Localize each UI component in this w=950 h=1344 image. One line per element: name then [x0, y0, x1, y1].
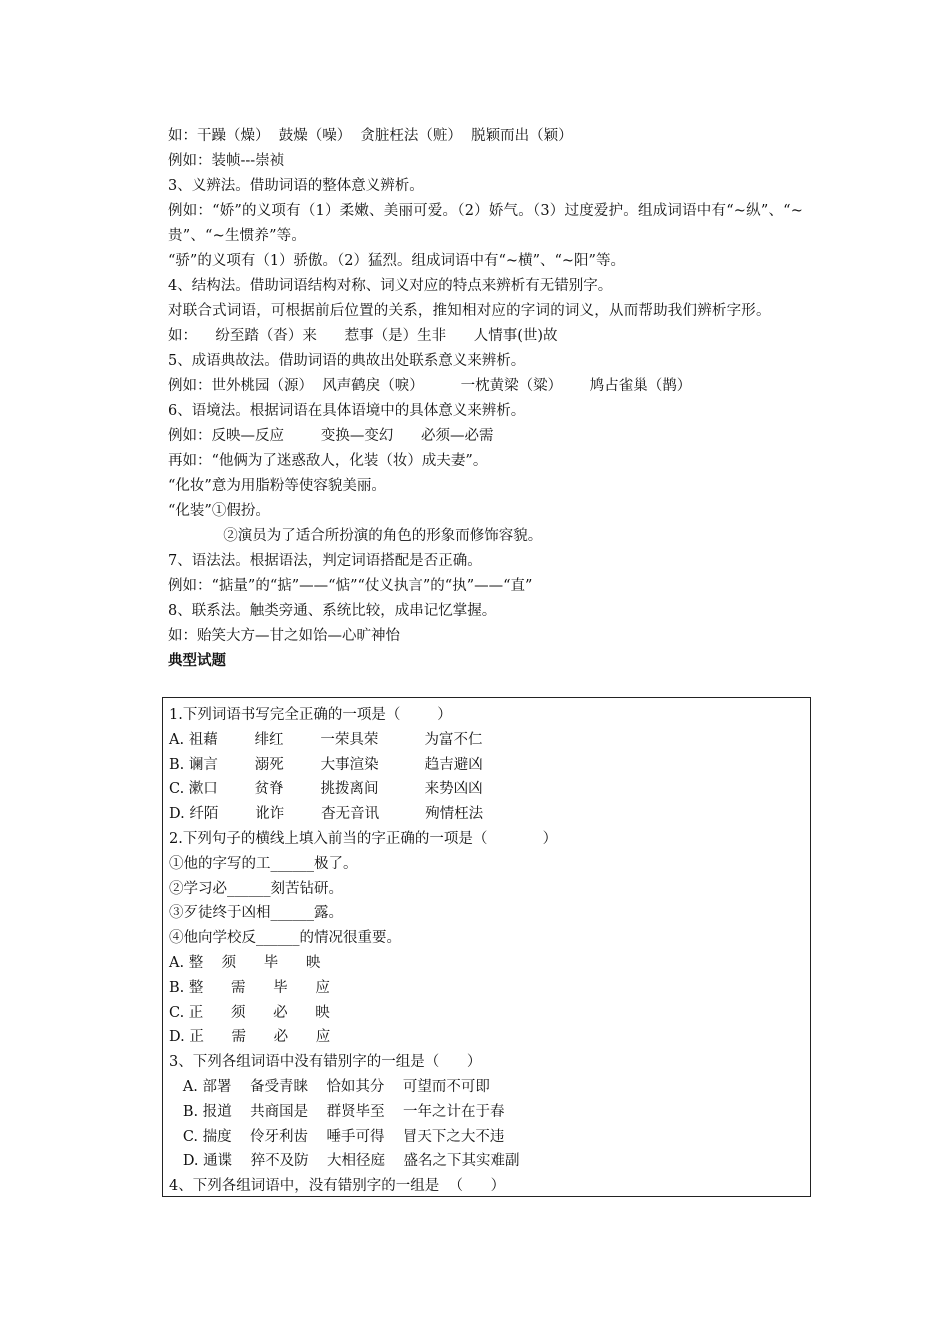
text-line: 例如：“掂量”的“掂”——“惦”“仗义执言”的“执”——“直” [168, 578, 533, 594]
text-line: “骄”的义项有（1）骄傲。（2）猛烈。组成词语中有“~横”、“~阳”等。 [168, 253, 625, 269]
answer-option: D. 通谍 猝不及防 大相径庭 盛名之下其实难副 [169, 1153, 520, 1170]
question-sentence: ①他的字写的工______极了。 [169, 855, 358, 872]
answer-option: A. 部署 备受青睐 恰如其分 可望而不可即 [169, 1078, 490, 1095]
text-line: “化装”①假扮。 [168, 503, 270, 519]
answer-option: B. 报道 共商国是 群贤毕至 一年之计在于春 [169, 1103, 505, 1120]
text-line: “化妆”意为用脂粉等使容貌美丽。 [168, 478, 386, 494]
answer-option: C. 正 须 必 映 [169, 1004, 330, 1021]
methods-section [168, 124, 818, 674]
text-line: 3、义辨法。借助词语的整体意义辨析。 [168, 178, 424, 194]
answer-option: D. 纤陌 讹诈 杳无音讯 殉情枉法 [169, 806, 484, 823]
question-sentence: ③歹徒终于凶相______露。 [169, 905, 343, 922]
text-line: 5、成语典故法。借助词语的典故出处联系意义来辨析。 [168, 353, 526, 369]
question-sentence: ②学习必______刻苦钻研。 [169, 880, 343, 897]
text-line: 7、语法法。根据语法，判定词语搭配是否正确。 [168, 553, 482, 569]
text-line: 再如：“他俩为了迷惑敌人，化装（妆）成夫妻”。 [168, 453, 488, 469]
text-line: 如：干躁（燥） 鼓燥（噪） 贪脏枉法（赃） 脱颖而出（颖） [168, 128, 573, 144]
question-stem: 4、下列各组词语中，没有错别字的一组是 （ ） [169, 1178, 506, 1195]
answer-option: A. 整 须 毕 映 [169, 954, 321, 971]
text-line: 例如：世外桃园（源） 风声鹤戾（唳） 一枕黄梁（粱） 鸠占雀巢（鹊） [168, 378, 692, 394]
text-line: 对联合式词语，可根据前后位置的关系，推知相对应的字词的词义，从而帮助我们辨析字形。 [168, 303, 771, 319]
questions-box [162, 697, 811, 1197]
text-line: 例如：“娇”的义项有（1）柔嫩、美丽可爱。（2）娇气。（3）过度爱护。组成词语中有“~纵”、“~贵”、“~生惯养”等。 [168, 203, 804, 244]
text-line: 如：贻笑大方—甘之如饴—心旷神怡 [168, 628, 400, 644]
answer-option: B. 谰言 溺死 大事渲染 趋吉避凶 [169, 756, 483, 773]
answer-option: D. 正 需 必 应 [169, 1029, 331, 1046]
text-line: 4、结构法。借助词语结构对称、词义对应的特点来辨析有无错别字。 [168, 278, 613, 294]
answer-option: B. 整 需 毕 应 [169, 979, 330, 996]
text-line: 如： 纷至踏（沓）来 惹事（是）生非 人情事(世)故 [168, 328, 558, 344]
section-heading: 典型试题 [168, 653, 226, 669]
question-stem: 2.下列句子的横线上填入前当的字正确的一项是（ ） [169, 830, 558, 847]
question-stem: 1.下列词语书写完全正确的一项是（ ） [169, 707, 452, 723]
question-sentence: ④他向学校反______的情况很重要。 [169, 930, 401, 947]
text-line: 例如：装帧---崇祯 [168, 153, 285, 169]
answer-option: A. 祖藉 绯红 一荣具荣 为富不仁 [169, 731, 483, 748]
text-line: 6、语境法。根据词语在具体语境中的具体意义来辨析。 [168, 403, 526, 419]
answer-option: C. 漱口 贫脊 挑拨离间 来势凶凶 [169, 781, 483, 798]
question-stem: 3、下列各组词语中没有错别字的一组是（ ） [169, 1054, 482, 1071]
answer-option: C. 揣度 伶牙利齿 唾手可得 冒天下之大不违 [169, 1128, 505, 1145]
text-line: 8、联系法。触类旁通、系统比较，成串记忆掌握。 [168, 603, 497, 619]
text-line: 例如：反映—反应 变换—变幻 必须—必需 [168, 428, 494, 444]
text-line: ②演员为了适合所扮演的角色的形象而修饰容貌。 [168, 528, 543, 544]
